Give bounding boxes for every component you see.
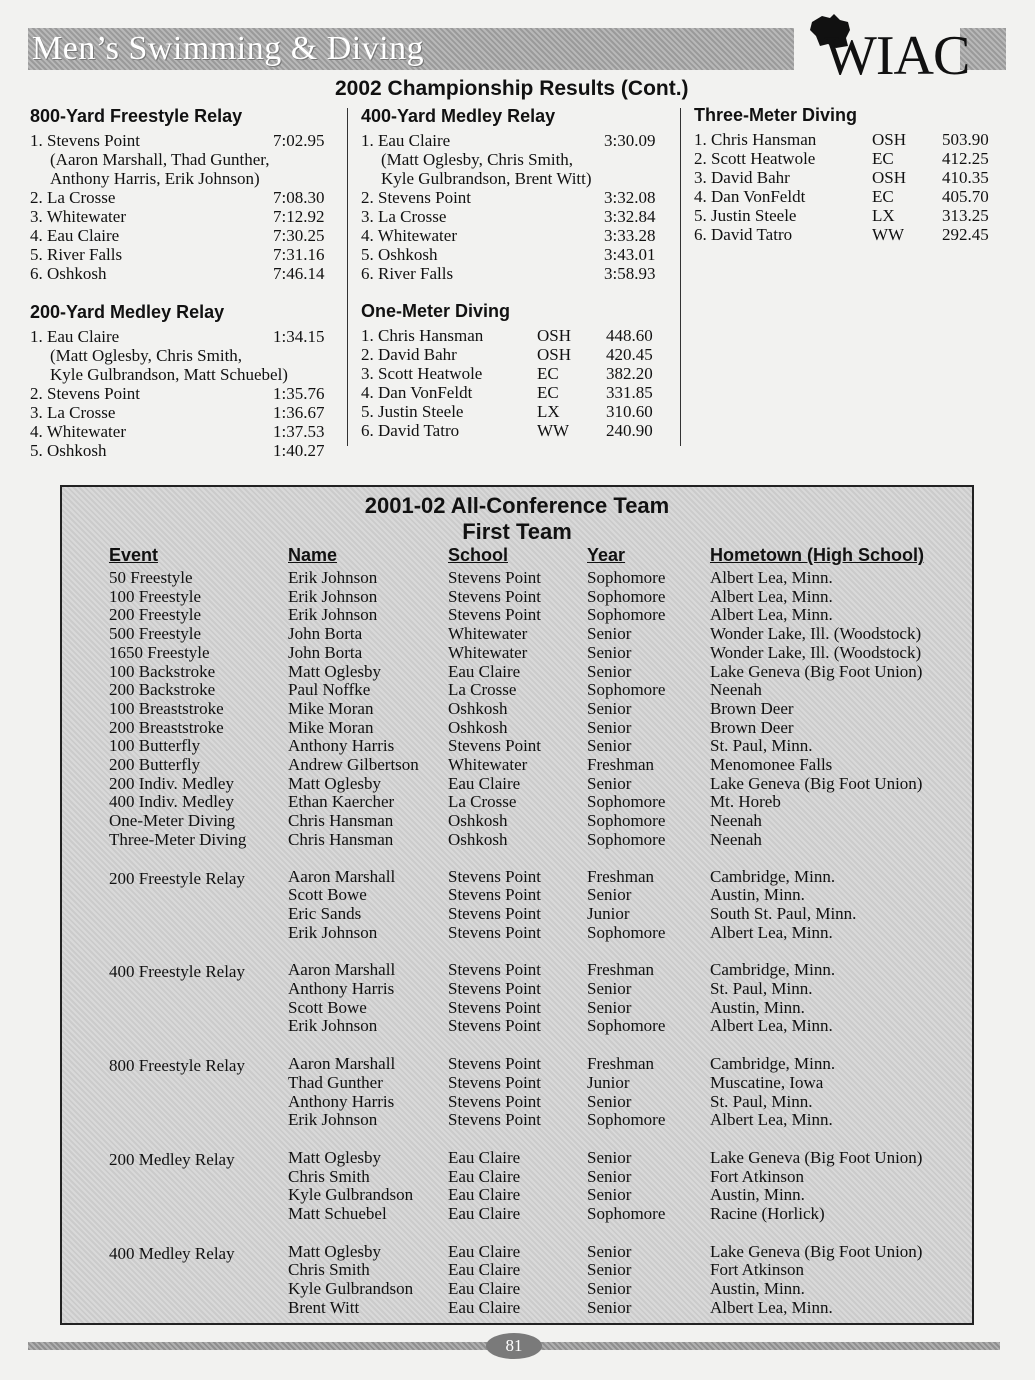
year: Sophomore [587,680,666,700]
swimmer-name: Eric Sands [288,903,362,923]
event-name: 100 Breaststroke [109,698,224,718]
column-header: Name [288,545,338,565]
year: Senior [587,698,632,718]
championship-title: 2002 Championship Results (Cont.) [335,77,689,100]
diver-school: OSH [872,168,907,187]
result-line: Kyle Gulbrandson, Brent Witt) [381,169,592,188]
hometown: Brown Deer [710,717,794,737]
result-time: 7:31.16 [273,245,325,264]
diver-school: OSH [872,130,907,149]
result-line: 2. Stevens Point [30,384,141,403]
school: Eau Claire [448,1241,521,1261]
year: Senior [587,717,632,737]
result-time: 1:36.67 [273,403,325,422]
swimmer-name: Anthony Harris [288,1091,395,1111]
year: Senior [587,1279,632,1299]
hometown: Albert Lea, Minn. [710,1110,833,1130]
school: Stevens Point [448,1054,542,1074]
year: Senior [587,642,632,662]
year: Freshman [587,1054,655,1074]
school: Eau Claire [448,773,521,793]
result-time: 7:30.25 [273,226,325,245]
swimmer-name: Erik Johnson [288,568,378,587]
column-header: Year [587,545,626,565]
school: Stevens Point [448,605,542,625]
event-name: 200 Butterfly [109,755,201,774]
swimmer-name: Matt Oglesby [288,661,382,681]
swimmer-name: Erik Johnson [288,605,378,625]
result-time: 1:40.27 [273,441,325,460]
event-name: 100 Freestyle [109,586,202,606]
school: Stevens Point [448,866,542,886]
hometown: Mt. Horeb [710,792,781,812]
swimmer-name: Matt Oglesby [288,1147,382,1167]
event-name: 200 Freestyle [109,605,202,625]
hometown: Menomonee Falls [710,755,833,774]
year: Sophomore [587,605,666,625]
swimmer-name: Erik Johnson [288,1110,378,1130]
hometown: Albert Lea, Minn. [710,1016,833,1036]
school: Oshkosh [448,829,508,849]
swimmer-name: Scott Bowe [288,885,367,905]
relay-event: 200 Medley Relay [109,1149,235,1169]
swimmer-name: John Borta [288,624,363,644]
result-time: 3:33.28 [604,226,656,245]
swimmer-name: Aaron Marshall [288,866,396,886]
diver-name: 3. Scott Heatwole [361,364,483,383]
relay-event: 400 Medley Relay [109,1243,235,1263]
team-subtitle: First Team [462,519,572,544]
column-header: School [448,545,509,565]
section-heading: 400-Yard Medley Relay [361,106,556,126]
year: Senior [587,1297,632,1317]
school: Stevens Point [448,979,542,998]
event-name: 200 Backstroke [109,680,216,700]
diver-score: 382.20 [606,364,653,383]
result-line: (Matt Oglesby, Chris Smith, [50,346,243,365]
year: Sophomore [587,792,666,812]
hometown: St. Paul, Minn. [710,1091,813,1111]
year: Sophomore [587,1016,666,1036]
year: Senior [587,979,632,998]
hometown: Neenah [710,680,762,700]
diver-school: EC [537,364,559,383]
diver-school: OSH [537,326,572,345]
hometown: Albert Lea, Minn. [710,922,833,942]
result-line: 5. Oshkosh [30,441,107,460]
swimmer-name: Anthony Harris [288,736,395,756]
swimmer-name: Paul Noffke [288,680,371,700]
hometown: Austin, Minn. [710,885,805,905]
school: Whitewater [448,755,528,774]
year: Sophomore [587,568,666,587]
diver-school: EC [872,187,894,206]
column-header: Event [109,545,159,565]
diver-score: 310.60 [606,402,653,421]
swimmer-name: Erik Johnson [288,586,378,606]
hometown: Lake Geneva (Big Foot Union) [710,773,923,793]
school: Stevens Point [448,1091,542,1111]
swimmer-name: Matt Schuebel [288,1204,387,1223]
wiac-logo: WIAC [824,25,970,87]
year: Senior [587,661,632,681]
school: Oshkosh [448,811,508,831]
school: Stevens Point [448,903,542,923]
year: Sophomore [587,1110,666,1130]
swimmer-name: Brent Witt [288,1297,360,1317]
school: Eau Claire [448,1279,521,1299]
hometown: Austin, Minn. [710,1185,805,1205]
school: La Crosse [448,680,517,700]
diver-score: 313.25 [942,206,989,225]
year: Senior [587,624,632,644]
diver-name: 4. Dan VonFeldt [361,383,473,402]
result-line: Kyle Gulbrandson, Matt Schuebel) [50,365,288,384]
hometown: Fort Atkinson [710,1260,804,1280]
event-name: 100 Butterfly [109,736,201,756]
result-time: 3:30.09 [604,131,656,150]
school: Eau Claire [448,1297,521,1317]
result-line: 6. Oshkosh [30,264,107,283]
diver-name: 3. David Bahr [694,168,790,187]
result-time: 7:02.95 [273,131,325,150]
swimmer-name: Andrew Gilbertson [288,755,419,774]
school: Stevens Point [448,1072,542,1092]
hometown: Lake Geneva (Big Foot Union) [710,1147,923,1167]
hometown: Neenah [710,829,762,849]
swimmer-name: Thad Gunther [288,1072,383,1092]
diver-score: 412.25 [942,149,989,168]
year: Senior [587,885,632,905]
swimmer-name: Chris Hansman [288,829,394,849]
year: Senior [587,1166,632,1186]
result-time: 7:46.14 [273,264,325,283]
result-line: 4. Whitewater [361,226,457,245]
diver-name: 1. Chris Hansman [694,130,817,149]
diver-school: EC [537,383,559,402]
result-line: 4. Eau Claire [30,226,120,245]
year: Senior [587,1241,632,1261]
hometown: Fort Atkinson [710,1166,804,1186]
result-time: 3:32.08 [604,188,656,207]
diver-name: 6. David Tatro [361,421,460,440]
diver-name: 2. Scott Heatwole [694,149,816,168]
diver-name: 1. Chris Hansman [361,326,484,345]
result-line: (Aaron Marshall, Thad Gunther, [50,150,270,169]
result-time: 1:34.15 [273,327,325,346]
column-divider [347,108,348,446]
school: Stevens Point [448,1110,542,1130]
diver-school: OSH [537,345,572,364]
school: Stevens Point [448,586,542,606]
year: Sophomore [587,1204,666,1223]
diver-school: WW [537,421,570,440]
result-line: 1. Eau Claire [361,131,451,150]
relay-event: 800 Freestyle Relay [109,1056,245,1076]
swimmer-name: Chris Smith [288,1166,370,1186]
year: Senior [587,1185,632,1205]
diver-score: 240.90 [606,421,653,440]
year: Senior [587,1147,632,1167]
school: La Crosse [448,792,517,812]
hometown: St. Paul, Minn. [710,979,813,998]
all-conference-team-box [60,485,974,1325]
section-heading: 800-Yard Freestyle Relay [30,106,243,126]
swimmer-name: Aaron Marshall [288,1054,396,1074]
result-line: 3. La Crosse [361,207,447,226]
event-name: 1650 Freestyle [109,642,210,662]
column-divider [680,108,681,446]
diver-name: 5. Justin Steele [694,206,797,225]
diver-score: 420.45 [606,345,653,364]
hometown: Wonder Lake, Ill. (Woodstock) [710,624,922,644]
result-line: 3. Whitewater [30,207,126,226]
diver-name: 6. David Tatro [694,225,793,244]
year: Freshman [587,755,655,774]
school: Stevens Point [448,997,542,1017]
school: Stevens Point [448,922,542,942]
result-line: 1. Eau Claire [30,327,120,346]
diver-name: 2. David Bahr [361,345,457,364]
swimmer-name: Erik Johnson [288,1016,378,1036]
hometown: Brown Deer [710,698,794,718]
event-name: 100 Backstroke [109,661,216,681]
swimmer-name: Chris Hansman [288,811,394,831]
page-number: 81 [486,1333,542,1359]
year: Sophomore [587,586,666,606]
year: Senior [587,736,632,756]
swimmer-name: Matt Oglesby [288,1241,382,1261]
swimmer-name: Kyle Gulbrandson [288,1279,414,1299]
hometown: Cambridge, Minn. [710,1054,836,1074]
school: Whitewater [448,624,528,644]
result-time: 3:43.01 [604,245,656,264]
diver-score: 405.70 [942,187,989,206]
school: Stevens Point [448,960,542,980]
school: Stevens Point [448,1016,542,1036]
swimmer-name: Mike Moran [288,698,374,718]
result-time: 7:08.30 [273,188,325,207]
school: Eau Claire [448,1147,521,1167]
school: Oshkosh [448,717,508,737]
school: Eau Claire [448,1260,521,1280]
swimmer-name: Anthony Harris [288,979,395,998]
school: Whitewater [448,642,528,662]
swimmer-name: Ethan Kaercher [288,792,395,812]
diver-score: 448.60 [606,326,653,345]
hometown: Cambridge, Minn. [710,866,836,886]
year: Sophomore [587,922,666,942]
school: Eau Claire [448,1204,521,1223]
year: Senior [587,997,632,1017]
hometown: Lake Geneva (Big Foot Union) [710,661,923,681]
hometown: Albert Lea, Minn. [710,605,833,625]
swimmer-name: Scott Bowe [288,997,367,1017]
diver-school: WW [872,225,905,244]
swimmer-name: Kyle Gulbrandson [288,1185,414,1205]
year: Sophomore [587,829,666,849]
event-name: 200 Indiv. Medley [109,773,234,793]
hometown: St. Paul, Minn. [710,736,813,756]
event-name: 200 Breaststroke [109,717,224,737]
hometown: South St. Paul, Minn. [710,903,857,923]
column-header: Hometown (High School) [710,545,924,565]
year: Junior [587,1072,630,1092]
result-line: 5. River Falls [30,245,123,264]
year: Junior [587,903,630,923]
section-heading: 200-Yard Medley Relay [30,302,225,322]
result-line: 2. Stevens Point [361,188,472,207]
hometown: Austin, Minn. [710,1279,805,1299]
year: Sophomore [587,811,666,831]
result-line: 4. Whitewater [30,422,126,441]
result-time: 7:12.92 [273,207,325,226]
event-name: 500 Freestyle [109,624,202,644]
result-line: 6. River Falls [361,264,454,283]
hometown: Lake Geneva (Big Foot Union) [710,1241,923,1261]
diver-score: 292.45 [942,225,989,244]
hometown: Neenah [710,811,762,831]
result-line: 3. La Crosse [30,403,116,422]
school: Eau Claire [448,1166,521,1186]
result-time: 3:32.84 [604,207,656,226]
result-line: Anthony Harris, Erik Johnson) [50,169,260,188]
swimmer-name: Aaron Marshall [288,960,396,980]
hometown: Albert Lea, Minn. [710,586,833,606]
section-heading: Three-Meter Diving [694,105,858,125]
year: Freshman [587,960,655,980]
hometown: Muscatine, Iowa [710,1072,824,1092]
result-line: 2. La Crosse [30,188,116,207]
team-title: 2001-02 All-Conference Team [364,493,670,518]
section-heading: One-Meter Diving [361,301,511,321]
hometown: Austin, Minn. [710,997,805,1017]
school: Stevens Point [448,736,542,756]
school: Stevens Point [448,885,542,905]
school: Stevens Point [448,568,542,587]
event-name: One-Meter Diving [109,811,236,831]
section-title: Men’s Swimming & Diving [32,30,425,67]
diver-score: 503.90 [942,130,989,149]
diver-name: 5. Justin Steele [361,402,464,421]
result-time: 1:37.53 [273,422,325,441]
school: Eau Claire [448,1185,521,1205]
hometown: Albert Lea, Minn. [710,568,833,587]
swimmer-name: Chris Smith [288,1260,370,1280]
result-line: 5. Oshkosh [361,245,438,264]
result-line: (Matt Oglesby, Chris Smith, [381,150,574,169]
diver-school: LX [537,402,560,421]
year: Senior [587,1091,632,1111]
swimmer-name: Mike Moran [288,717,374,737]
relay-event: 400 Freestyle Relay [109,962,245,982]
event-name: Three-Meter Diving [109,829,247,849]
hometown: Wonder Lake, Ill. (Woodstock) [710,642,922,662]
school: Eau Claire [448,661,521,681]
hometown: Racine (Horlick) [710,1204,825,1223]
hometown: Albert Lea, Minn. [710,1297,833,1317]
swimmer-name: Erik Johnson [288,922,378,942]
swimmer-name: Matt Oglesby [288,773,382,793]
hometown: Cambridge, Minn. [710,960,836,980]
result-time: 1:35.76 [273,384,325,403]
event-name: 50 Freestyle [109,568,193,587]
result-time: 3:58.93 [604,264,656,283]
swimmer-name: John Borta [288,642,363,662]
year: Senior [587,773,632,793]
school: Oshkosh [448,698,508,718]
year: Senior [587,1260,632,1280]
diver-school: LX [872,206,895,225]
diver-school: EC [872,149,894,168]
diver-name: 4. Dan VonFeldt [694,187,806,206]
event-name: 400 Indiv. Medley [109,792,234,812]
relay-event: 200 Freestyle Relay [109,868,245,888]
diver-score: 331.85 [606,383,653,402]
year: Freshman [587,866,655,886]
result-line: 1. Stevens Point [30,131,141,150]
diver-score: 410.35 [942,168,989,187]
